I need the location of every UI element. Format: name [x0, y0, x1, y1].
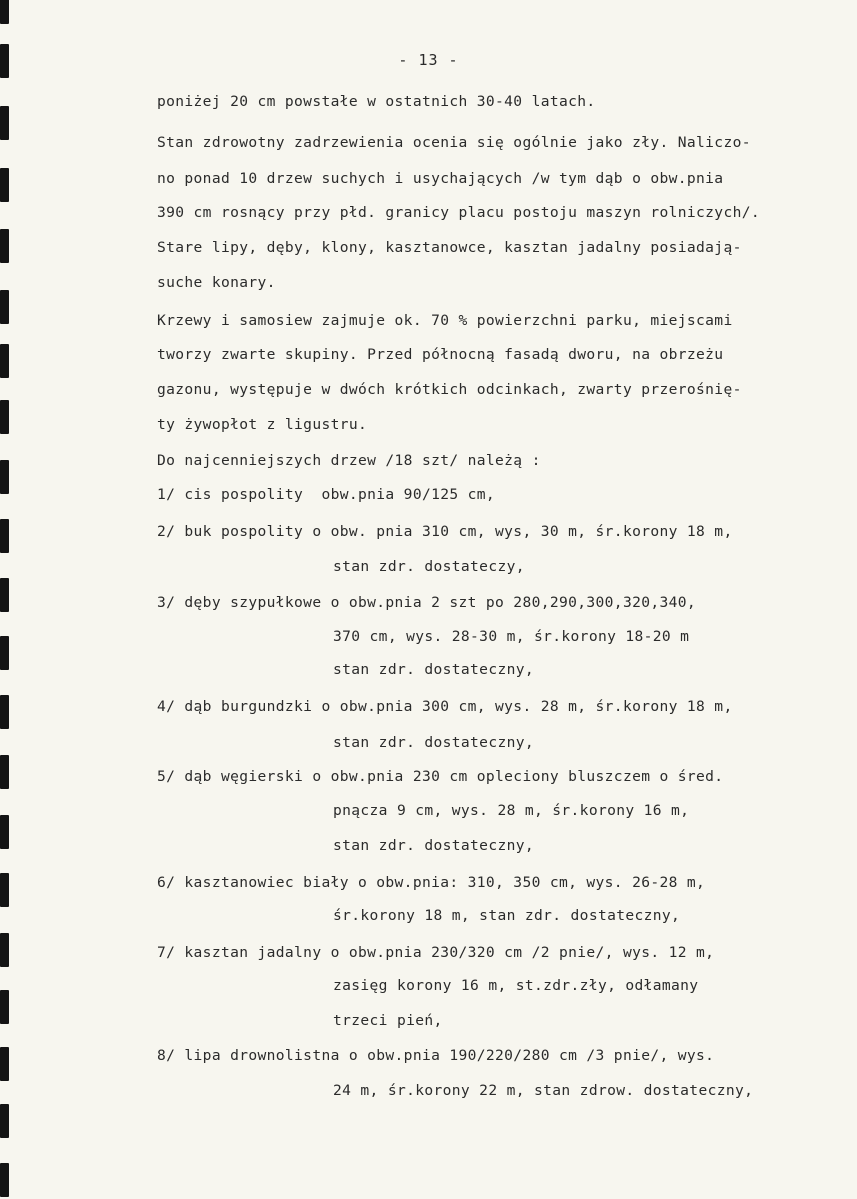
text-line: tworzy zwarte skupiny. Przed północną fasadą dworu, na obrzeżu	[157, 346, 724, 363]
text-line: gazonu, występuje w dwóch krótkich odcinkach, zwarty przerośnię-	[157, 381, 742, 398]
text-line: stan zdr. dostateczny,	[333, 837, 534, 854]
binding-mark	[0, 695, 9, 729]
text-line: no ponad 10 drzew suchych i usychających /w tym dąb o obw.pnia	[157, 170, 724, 187]
text-line: 4/ dąb burgundzki o obw.pnia 300 cm, wys. 28 m, śr.korony 18 m,	[157, 698, 733, 715]
binding-mark	[0, 0, 9, 24]
binding-mark	[0, 344, 9, 378]
text-line: stan zdr. dostateczy,	[333, 558, 525, 575]
binding-mark	[0, 990, 9, 1024]
text-line: Stan zdrowotny zadrzewienia ocenia się ogólnie jako zły. Naliczo-	[157, 134, 751, 151]
text-line: suche konary.	[157, 274, 276, 291]
text-line: 390 cm rosnący przy płd. granicy placu postoju maszyn rolniczych/.	[157, 204, 760, 221]
text-line: śr.korony 18 m, stan zdr. dostateczny,	[333, 907, 681, 924]
text-line: 370 cm, wys. 28-30 m, śr.korony 18-20 m	[333, 628, 690, 645]
text-line: 8/ lipa drownolistna o obw.pnia 190/220/280 cm /3 pnie/, wys.	[157, 1047, 715, 1064]
text-line: Stare lipy, dęby, klony, kasztanowce, kasztan jadalny posiadają-	[157, 239, 742, 256]
binding-mark	[0, 1047, 9, 1081]
text-line: 3/ dęby szypułkowe o obw.pnia 2 szt po 280,290,300,320,340,	[157, 594, 697, 611]
binding-mark	[0, 815, 9, 849]
text-line: 24 m, śr.korony 22 m, stan zdrow. dostateczny,	[333, 1082, 754, 1099]
binding-mark	[0, 755, 9, 789]
text-line: ty żywopłot z ligustru.	[157, 416, 368, 433]
binding-mark	[0, 460, 9, 494]
text-line: zasięg korony 16 m, st.zdr.zły, odłamany	[333, 977, 699, 994]
text-line: 6/ kasztanowiec biały o obw.pnia: 310, 350 cm, wys. 26-28 m,	[157, 874, 706, 891]
text-line: poniżej 20 cm powstałe w ostatnich 30-40 latach.	[157, 93, 596, 110]
text-line: stan zdr. dostateczny,	[333, 661, 534, 678]
binding-mark	[0, 400, 9, 434]
page-number: - 13 -	[398, 51, 459, 69]
text-line: 1/ cis pospolity obw.pnia 90/125 cm,	[157, 486, 496, 503]
binding-mark	[0, 1104, 9, 1138]
text-line: 2/ buk pospolity o obw. pnia 310 cm, wys, 30 m, śr.korony 18 m,	[157, 523, 733, 540]
text-line: pnącza 9 cm, wys. 28 m, śr.korony 16 m,	[333, 802, 690, 819]
text-line: 5/ dąb węgierski o obw.pnia 230 cm opleciony bluszczem o śred.	[157, 768, 724, 785]
text-line: Do najcenniejszych drzew /18 szt/ należą :	[157, 452, 541, 469]
binding-mark	[0, 578, 9, 612]
binding-mark	[0, 290, 9, 324]
binding-mark	[0, 168, 9, 202]
binding-mark	[0, 519, 9, 553]
binding-mark	[0, 636, 9, 670]
binding-mark	[0, 229, 9, 263]
binding-mark	[0, 873, 9, 907]
binding-mark	[0, 1163, 9, 1197]
text-line: trzeci pień,	[333, 1012, 443, 1029]
binding-mark	[0, 106, 9, 140]
binding-mark	[0, 933, 9, 967]
text-line: 7/ kasztan jadalny o obw.pnia 230/320 cm /2 pnie/, wys. 12 m,	[157, 944, 715, 961]
text-line: Krzewy i samosiew zajmuje ok. 70 % powierzchni parku, miejscami	[157, 312, 733, 329]
text-line: stan zdr. dostateczny,	[333, 734, 534, 751]
